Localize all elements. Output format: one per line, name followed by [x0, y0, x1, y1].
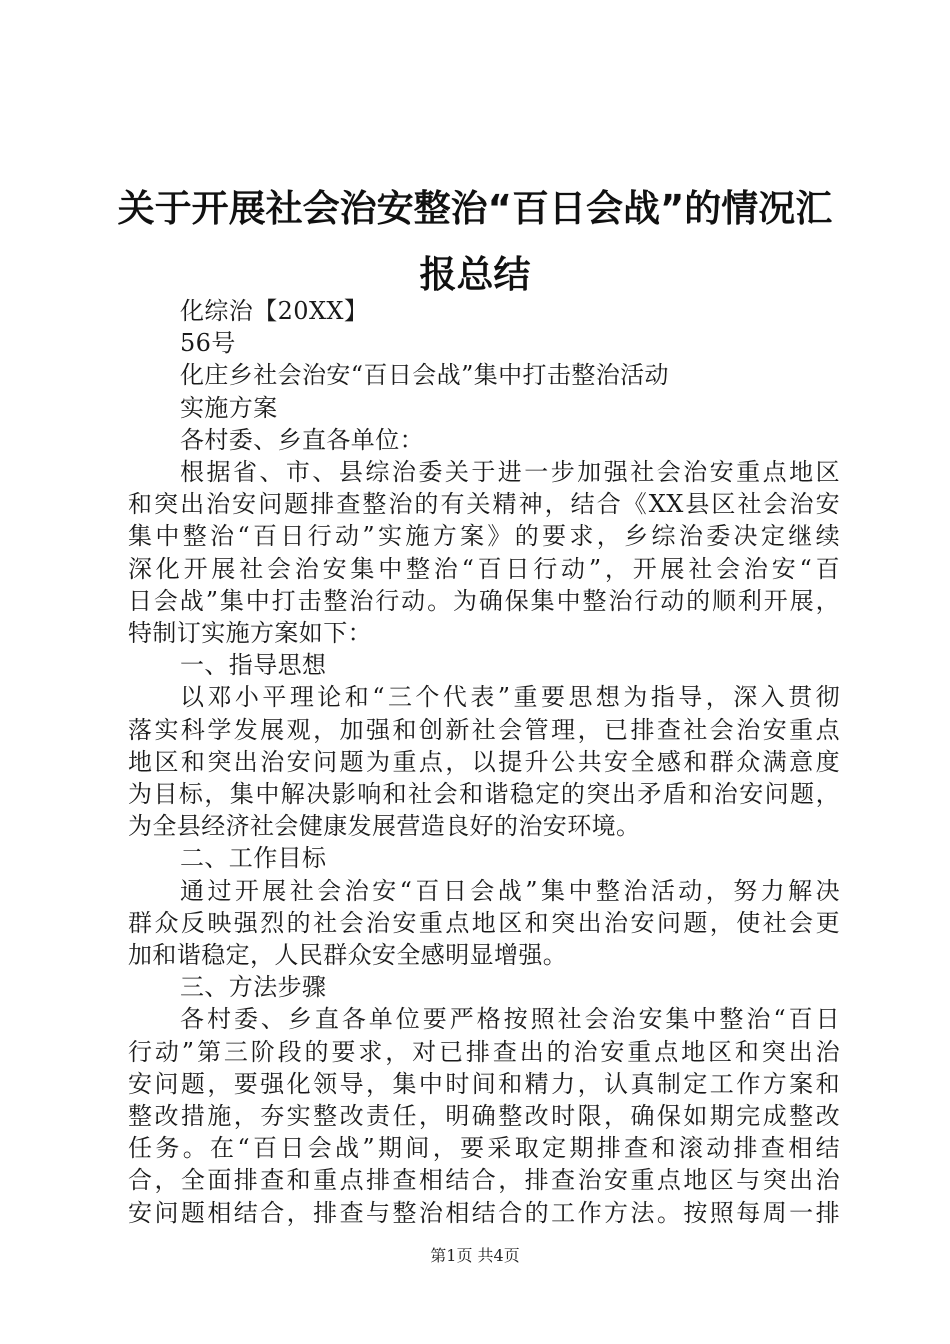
body-line: 特制订实施方案如下：	[128, 619, 372, 648]
body-line: 为目标，集中解决影响和社会和谐稳定的突出矛盾和治安问题，	[128, 780, 840, 809]
body-line: 根据省、市、县综治委关于进一步加强社会治安重点地区	[180, 458, 840, 487]
body-line: 二、工作目标	[180, 844, 327, 873]
body-line: 化综治【20XX】	[180, 297, 369, 325]
body-line: 安问题，要强化领导，集中时间和精力，认真制定工作方案和	[128, 1069, 840, 1098]
body-line: 日会战”集中打击整治行动。为确保集中整治行动的顺利开展，	[128, 586, 840, 615]
body-line: 以邓小平理论和“三个代表”重要思想为指导，深入贯彻	[180, 683, 840, 712]
body-line: 行动”第三阶段的要求，对已排查出的治安重点地区和突出治	[128, 1037, 840, 1066]
body-line: 56号	[180, 329, 236, 358]
body-line: 三、方法步骤	[180, 973, 327, 1002]
body-line: 通过开展社会治安“百日会战”集中整治活动，努力解决	[180, 876, 840, 905]
body-line: 和突出治安问题排查整治的有关精神，结合《XX县区社会治安	[128, 490, 840, 519]
body-line: 合，全面排查和重点排查相结合，排查治安重点地区与突出治	[128, 1166, 840, 1195]
body-line: 加和谐稳定，人民群众安全感明显增强。	[128, 941, 568, 970]
body-line: 安问题相结合，排查与整治相结合的工作方法。按照每周一排	[128, 1198, 840, 1227]
body-line: 深化开展社会治安集中整治“百日行动”，开展社会治安“百	[128, 554, 840, 583]
body-line: 化庄乡社会治安“百日会战”集中打击整治活动	[180, 361, 669, 390]
document-body	[128, 295, 840, 1229]
page-footer: 第1页 共4页	[430, 1246, 520, 1265]
document-title-line-1: 关于开展社会治安整治“百日会战”的情况汇	[117, 187, 833, 230]
body-line: 落实科学发展观，加强和创新社会管理，已排查社会治安重点	[128, 715, 840, 744]
body-line: 整改措施，夯实整改责任，明确整改时限，确保如期完成整改	[128, 1102, 840, 1131]
document-title-line-2: 报总结	[419, 253, 531, 296]
body-line: 一、指导思想	[180, 651, 327, 680]
body-line: 各村委、乡直各单位要严格按照社会治安集中整治“百日	[180, 1005, 840, 1034]
body-line: 各村委、乡直各单位：	[180, 425, 424, 454]
body-line: 地区和突出治安问题为重点，以提升公共安全感和群众满意度	[128, 747, 840, 776]
body-line: 集中整治“百日行动”实施方案》的要求，乡综治委决定继续	[128, 522, 840, 551]
body-line: 任务。在“百日会战”期间，要采取定期排查和滚动排查相结	[128, 1134, 840, 1163]
body-line: 实施方案	[180, 393, 278, 422]
body-line: 群众反映强烈的社会治安重点地区和突出治安问题，使社会更	[128, 908, 840, 937]
body-line: 为全县经济社会健康发展营造良好的治安环境。	[128, 812, 641, 841]
